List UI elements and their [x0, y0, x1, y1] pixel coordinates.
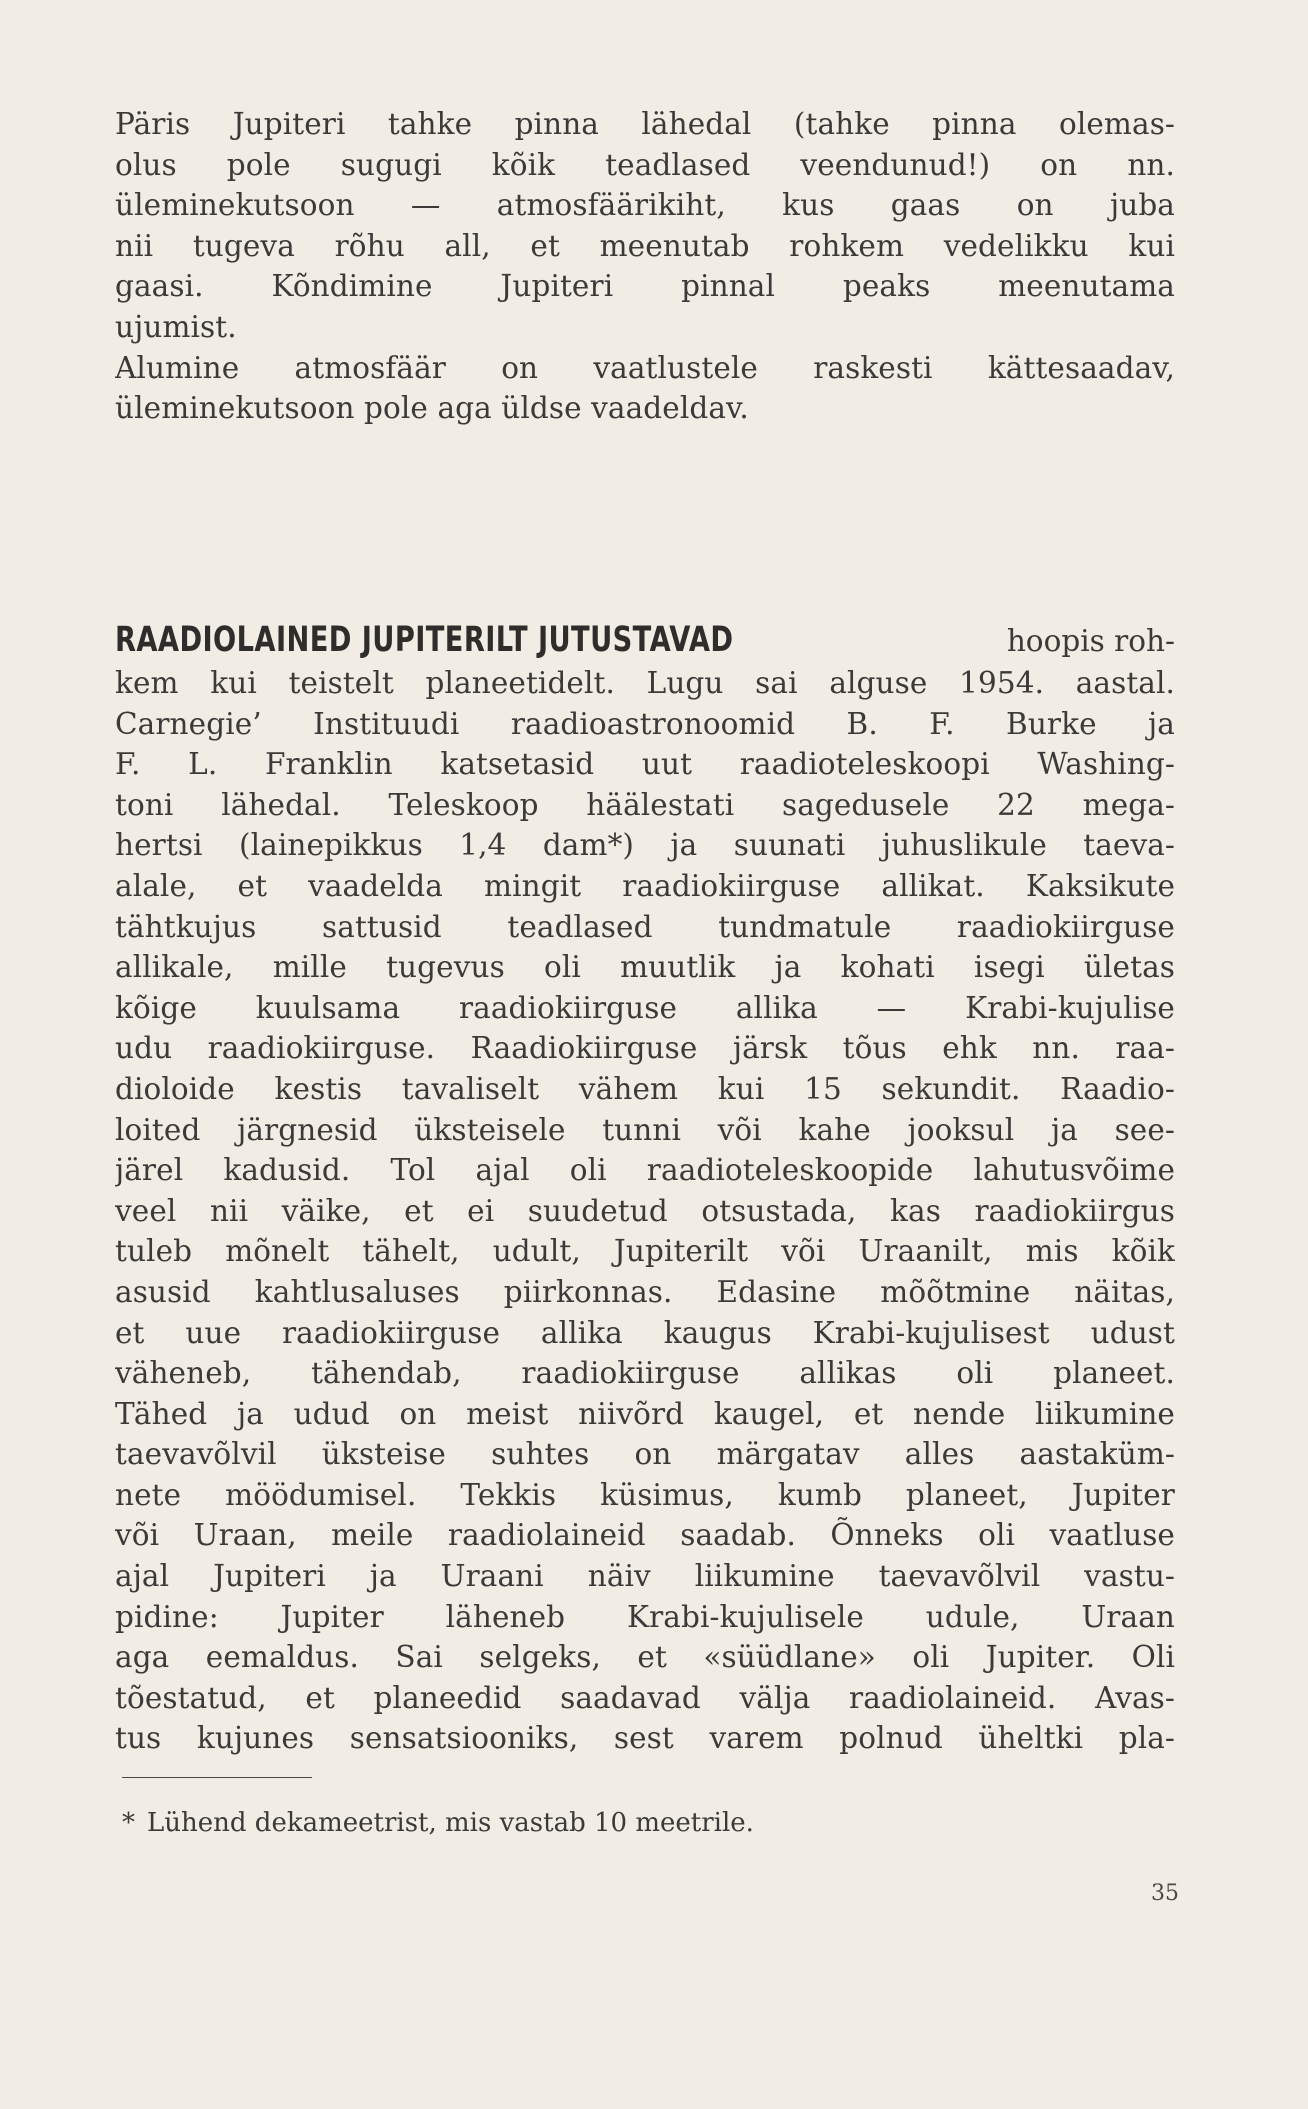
text-line: loited järgnesid üksteisele tunni või kahe jooksul ja see- — [115, 1112, 1175, 1147]
text-line: veel nii väike, et ei suudetud otsustada, kas raadiokiirgus — [115, 1193, 1175, 1228]
text-line: tähtkujus sattusid teadlased tundmatule raadiokiirguse — [115, 909, 1175, 944]
footnote-marker: * — [122, 1808, 135, 1838]
text-line: et uue raadiokiirguse allika kaugus Krabi-kujulisest udust — [115, 1315, 1175, 1350]
heading-continuation: hoopis roh- — [1006, 624, 1175, 658]
footnote — [122, 1806, 754, 1840]
section-jupiter-radio-waves — [115, 611, 1175, 1759]
text-line: allikale, mille tugevus oli muutlik ja kohati isegi ületas — [115, 950, 1175, 985]
text-line: väheneb, tähendab, raadiokiirguse allikas oli planeet. — [115, 1356, 1175, 1391]
text-line: tuleb mõnelt tähelt, udult, Jupiterilt või Uraanilt, mis kõik — [115, 1234, 1175, 1269]
page-number: 35 — [1151, 1881, 1179, 1906]
text-line: kõige kuulsama raadiokiirguse allika — Krabi-kujulise — [115, 990, 1175, 1025]
intro-paragraph — [115, 104, 1175, 429]
text-line: üleminekutsoon — atmosfäärikiht, kus gaas on juba — [115, 188, 1175, 223]
text-line: üleminekutsoon pole aga üldse vaadeldav. — [115, 391, 749, 426]
text-line: järel kadusid. Tol ajal oli raadioteleskoopide lahutusvõime — [115, 1153, 1175, 1188]
text-line: Päris Jupiteri tahke pinna lähedal (tahke pinna olemas- — [115, 107, 1175, 141]
text-line: nete möödumisel. Tekkis küsimus, kumb planeet, Jupiter — [115, 1477, 1175, 1512]
text-line: udu raadiokiirguse. Raadiokiirguse järsk tõus ehk nn. raa- — [115, 1031, 1175, 1066]
text-line: ujumist. — [115, 309, 237, 344]
text-line: tõestatud, et planeedid saadavad välja raadiolaineid. Avas- — [115, 1680, 1175, 1715]
text-line: kem kui teistelt planeetidelt. Lugu sai alguse 1954. aastal. — [115, 666, 1175, 700]
footnote-text: Lühend dekameetrist, mis vastab 10 meetrile. — [147, 1808, 754, 1838]
text-line: taevavõlvil üksteise suhtes on märgatav alles aastaküm- — [115, 1437, 1175, 1472]
text-line: F. L. Franklin katsetasid uut raadioteleskoopi Washing- — [115, 747, 1175, 782]
text-line: pidine: Jupiter läheneb Krabi-kujulisele udule, Uraan — [115, 1599, 1175, 1634]
text-line: gaasi. Kõndimine Jupiteri pinnal peaks meenutama — [115, 269, 1175, 304]
text-line: Carnegie’ Instituudi raadioastronoomid B. F. Burke ja — [115, 706, 1175, 741]
section-heading: RAADIOLAINED JUPITERILT JUTUSTAVAD — [115, 620, 734, 660]
text-line: Alumine atmosfäär on vaatlustele raskesti kättesaadav, — [115, 350, 1175, 385]
footnote-divider — [122, 1777, 312, 1778]
text-line: hertsi (lainepikkus 1,4 dam*) ja suunati juhuslikule taeva- — [115, 828, 1175, 863]
text-line: asusid kahtlusaluses piirkonnas. Edasine mõõtmine näitas, — [115, 1274, 1175, 1309]
text-line: alale, et vaadelda mingit raadiokiirguse allikat. Kaksikute — [115, 868, 1175, 903]
section-body — [115, 663, 1175, 1759]
text-line: ajal Jupiteri ja Uraani näiv liikumine taevavõlvil vastu- — [115, 1559, 1175, 1594]
text-line: nii tugeva rõhu all, et meenutab rohkem vedelikku kui — [115, 228, 1175, 263]
text-line: tus kujunes sensatsiooniks, sest varem polnud üheltki pla- — [115, 1721, 1175, 1756]
text-line: toni lähedal. Teleskoop häälestati sagedusele 22 mega- — [115, 787, 1175, 822]
text-line: Tähed ja udud on meist niivõrd kaugel, et nende liikumine — [115, 1396, 1175, 1431]
text-line: olus pole sugugi kõik teadlased veendunud!) on nn. — [115, 147, 1175, 182]
text-line: aga eemaldus. Sai selgeks, et «süüdlane» oli Jupiter. Oli — [115, 1640, 1175, 1675]
text-line: dioloide kestis tavaliselt vähem kui 15 sekundit. Raadio- — [115, 1071, 1175, 1106]
text-line: või Uraan, meile raadiolaineid saadab. Õnneks oli vaatluse — [115, 1518, 1175, 1553]
section-heading-line — [115, 611, 1175, 669]
